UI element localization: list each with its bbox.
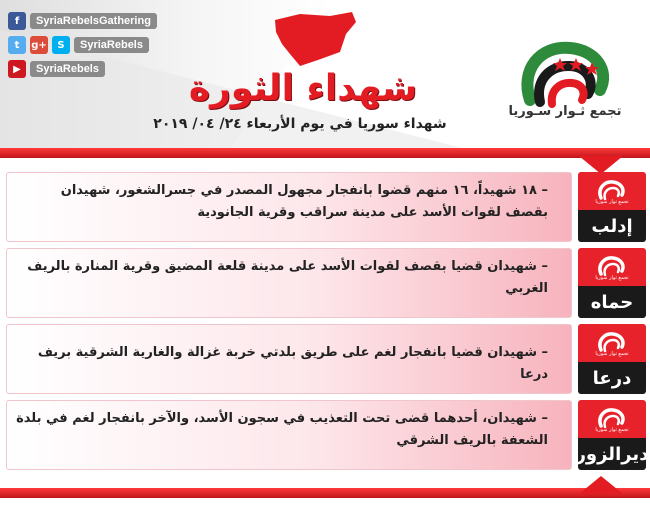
region-name: درعا <box>578 362 646 394</box>
youtube-handle[interactable]: SyriaRebels <box>30 61 105 77</box>
social-handle[interactable]: SyriaRebels <box>74 37 149 53</box>
googleplus-icon[interactable]: g+ <box>30 36 48 54</box>
facebook-row[interactable] <box>8 12 157 30</box>
bottom-divider-notch <box>579 476 623 494</box>
region-name: حماه <box>578 286 646 318</box>
list-item <box>6 248 646 318</box>
list-item <box>6 172 646 242</box>
entry-text: – شهيدان، أحدهما قضى تحت التعذيب في سجون الأسد، والآخر بانفجار لغم في بلدة الشعفة بالريف الشرقي <box>16 411 548 448</box>
skype-icon[interactable]: S <box>52 36 70 54</box>
page-title: شهداء الثورة <box>188 68 418 109</box>
social-row[interactable] <box>8 36 149 54</box>
facebook-icon[interactable]: f <box>8 12 26 30</box>
region-badge <box>578 324 646 394</box>
badge-caption: تجمع ثوار سوريا <box>595 275 629 281</box>
twitter-icon[interactable]: t <box>8 36 26 54</box>
badge-caption: تجمع ثوار سوريا <box>595 427 629 433</box>
list-item <box>6 324 646 394</box>
region-name: إدلب <box>578 210 646 242</box>
youtube-icon[interactable]: ▶ <box>8 60 26 78</box>
region-badge <box>578 172 646 242</box>
header <box>0 0 650 150</box>
entry-text: – شهيدان قضيا بانفجار لغم على طريق بلدتي خربة غزالة والغارية الشرقية بريف درعا <box>37 345 548 382</box>
page-subtitle: شهداء سوريا في يوم الأربعاء ٢٤/ ٠٤/ ٢٠١٩ <box>153 116 447 132</box>
top-divider <box>0 148 650 158</box>
entry-text: – ١٨ شهيداً، ١٦ منهم قضوا بانفجار مجهول المصدر في جسرالشغور، شهيدان بقصف لقوات الأسد على مدينة سراقب وقرية الجانودية <box>60 183 548 220</box>
badge-caption: تجمع ثوار سوريا <box>595 199 629 205</box>
region-name: ديرالزور <box>578 438 646 470</box>
region-badge <box>575 400 649 470</box>
entry-text: – شهيدان قضيا بقصف لقوات الأسد على مدينة قلعة المضيق وقرية المنارة بالريف الغربي <box>27 259 548 296</box>
list-item <box>6 400 649 470</box>
region-badge <box>578 248 646 318</box>
facebook-handle[interactable]: SyriaRebelsGathering <box>30 13 157 29</box>
youtube-row[interactable] <box>8 60 105 78</box>
badge-caption: تجمع ثوار سوريا <box>595 351 629 357</box>
bottom-divider <box>0 488 650 498</box>
logo-caption: تجمع ثـوار سـوريا <box>508 104 622 119</box>
